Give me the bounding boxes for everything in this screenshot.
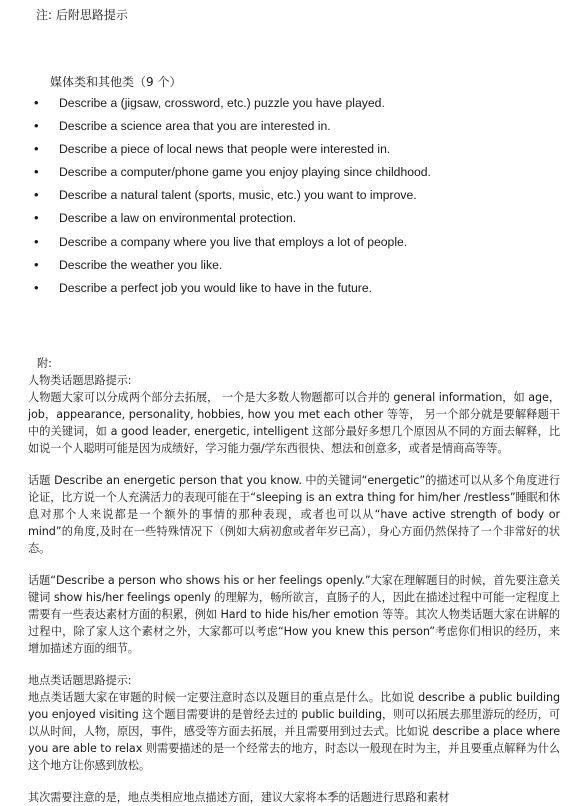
appendix-label: 附: <box>37 357 52 370</box>
list-item <box>34 185 554 208</box>
people-paragraph-3: 话题“Describe a person who shows his or her feelings openly.”大家在理解题目的时候，首先要注意关键词 show his/her feelings openly 的理解为，畅所欲言，直肠子的人，因此在描述过程中可能一定程度上需要有一些表达素材方面的积累，例如 Hard to hide his/her emotion 等等。其次人物类话题大家在讲解的过程中，除了家人这个素材之外，大家都可以考虑“How you knew this person”考虑你们相识的经历，来增加描述方面的细节。 <box>28 574 560 655</box>
topic-text: Describe a piece of local news that people were interested in. <box>59 142 391 157</box>
note-text: 注: 后附思路提示 <box>36 8 128 22</box>
media-section-heading: 媒体类和其他类（9 个） <box>50 75 182 89</box>
appendix <box>28 355 560 806</box>
bullet-icon: • <box>34 187 39 203</box>
topic-text: Describe the weather you like. <box>59 257 223 272</box>
place-paragraph-1: 地点类话题大家在审题的时候一定要注意时态以及题目的重点是什么。比如说 describe a public building you enjoyed visiting 这个题目需要讲的是曾经去过的 public building，则可以拓展去那里游玩的经历，可以从时间，人物，原因，事件，感受等方面去拓展，并且需要用到过去式。比如说 describe a place where you are able to relax 则需要描述的是一个经常去的地方，时态以一般现在时为主，并且要重点解释为什么这个地方让你感到放松。 <box>28 691 560 772</box>
bullet-icon: • <box>34 256 39 272</box>
topic-text: Describe a law on environmental protection. <box>59 211 297 226</box>
topic-text: Describe a company where you live that employs a lot of people. <box>59 234 408 249</box>
bullet-icon: • <box>34 95 39 110</box>
list-item <box>34 208 554 231</box>
bullet-icon: • <box>34 164 39 180</box>
paragraph-spacer <box>28 774 560 789</box>
paragraph-spacer <box>28 457 560 472</box>
paragraph-spacer <box>28 557 560 572</box>
people-heading: 人物类话题思路提示: <box>28 374 132 387</box>
list-item <box>34 139 554 162</box>
paragraph-spacer <box>28 657 560 672</box>
bullet-icon: • <box>34 279 39 295</box>
topic-text: Describe a computer/phone game you enjoy playing since childhood. <box>59 165 431 180</box>
bullet-icon: • <box>34 210 39 226</box>
topic-text: Describe a perfect job you would like to have in the future. <box>59 280 372 295</box>
bullet-icon: • <box>34 118 39 134</box>
topic-text: Describe a natural talent (sports, music, etc.) you want to improve. <box>59 188 417 203</box>
list-item <box>34 255 554 278</box>
place-heading: 地点类话题思路提示: <box>28 674 132 687</box>
list-item <box>34 232 554 255</box>
topic-list <box>34 93 554 301</box>
bullet-icon: • <box>34 233 39 249</box>
list-item <box>34 116 554 139</box>
topic-text: Describe a science area that you are interested in. <box>59 119 331 134</box>
list-item <box>34 278 554 301</box>
list-item <box>34 93 554 116</box>
list-item <box>34 162 554 185</box>
place-paragraph-2: 其次需要注意的是，地点类相应地点描述方面，建议大家将本季的话题进行思路和素材 <box>28 791 450 804</box>
people-paragraph-2: 话题 Describe an energetic person that you know. 中的关键词“energetic”的描述可以从多个角度进行论证，比方说一个人充满活力的表现可能在于“sleeping is an extra thing for him/her /restless”睡眠和休息对那个人来说都是一个额外的事情的那种表现，或者也可以从“have active strength of body or mind”的角度,及时在一些特殊情况下（例如大病初愈或者年岁已高），身心方面仍然保持了一个非常好的状态。 <box>28 474 560 555</box>
bullet-icon: • <box>34 141 39 157</box>
topic-text: Describe a (jigsaw, crossword, etc.) puzzle you have played. <box>59 96 385 110</box>
people-paragraph-1: 人物题大家可以分成两个部分去拓展， 一个是大多数人物题都可以合并的 general information，如 age，job，appearance, personality, hobbies, how you met each other 等等， 另一个部分就是要解释题干中的关键词，如 a good leader, energetic, intelligent 这部分最好多想几个原因从不同的方面去解释，比如说一个人聪明可能是因为成绩好，学习能力强/学东西很快、想法和创意多，或者是情商高等等。 <box>28 391 560 455</box>
